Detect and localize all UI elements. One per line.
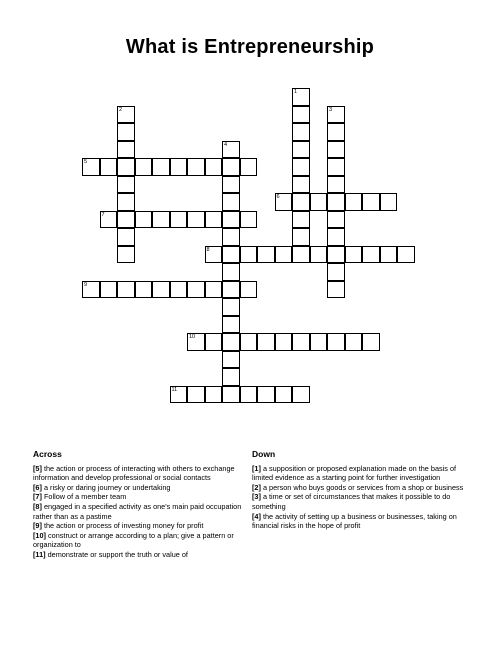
grid-cell[interactable] bbox=[205, 158, 223, 176]
clue-number: 10 bbox=[189, 334, 196, 340]
clue-number: 8 bbox=[206, 246, 210, 253]
grid-cell[interactable] bbox=[275, 246, 293, 264]
grid-cell[interactable] bbox=[222, 193, 240, 211]
grid-cell[interactable] bbox=[170, 281, 188, 299]
grid-cell[interactable] bbox=[135, 158, 153, 176]
clue-number-label: [8] bbox=[33, 501, 42, 511]
grid-cell[interactable] bbox=[187, 281, 205, 299]
clue-number-label: [9] bbox=[33, 521, 42, 531]
grid-cell[interactable] bbox=[362, 333, 380, 351]
grid-cell[interactable] bbox=[222, 298, 240, 316]
grid-cell[interactable] bbox=[117, 211, 135, 229]
grid-cell[interactable] bbox=[345, 246, 363, 264]
clue-number: 1 bbox=[294, 89, 298, 95]
grid-cell[interactable] bbox=[240, 158, 258, 176]
grid-cell[interactable] bbox=[240, 333, 258, 351]
grid-cell[interactable] bbox=[117, 281, 135, 299]
grid-cell[interactable] bbox=[275, 386, 293, 404]
grid-cell[interactable] bbox=[117, 141, 135, 159]
down-heading: Down bbox=[252, 449, 276, 459]
grid-cell[interactable] bbox=[117, 158, 135, 176]
grid-cell[interactable] bbox=[292, 176, 310, 194]
across-clues bbox=[33, 450, 248, 560]
clue-text: the activity of setting up a business or businesses, taking on financial risks in the hope of profit bbox=[252, 511, 457, 531]
grid-cell[interactable] bbox=[362, 246, 380, 264]
grid-cell[interactable] bbox=[292, 193, 310, 211]
clue-number: 7 bbox=[101, 211, 105, 218]
across-heading: Across bbox=[33, 449, 62, 459]
grid-cell[interactable] bbox=[222, 351, 240, 369]
across-clue bbox=[33, 483, 248, 493]
grid-cell[interactable] bbox=[222, 176, 240, 194]
grid-cell[interactable] bbox=[82, 281, 100, 299]
clue-number: 4 bbox=[224, 141, 228, 148]
grid-cell[interactable] bbox=[292, 158, 310, 176]
grid-cell[interactable] bbox=[187, 333, 205, 351]
down-clue bbox=[252, 464, 467, 483]
clue-number: 6 bbox=[276, 194, 280, 200]
grid-cell[interactable] bbox=[205, 386, 223, 404]
grid-cell[interactable] bbox=[222, 246, 240, 264]
grid-cell[interactable] bbox=[275, 193, 293, 211]
grid-cell[interactable] bbox=[222, 316, 240, 334]
grid-cell[interactable] bbox=[135, 281, 153, 299]
grid-cell[interactable] bbox=[380, 193, 398, 211]
grid-cell[interactable] bbox=[152, 281, 170, 299]
grid-cell[interactable] bbox=[310, 333, 328, 351]
across-clue bbox=[33, 502, 248, 521]
grid-cell[interactable] bbox=[327, 158, 345, 176]
grid-cell[interactable] bbox=[222, 263, 240, 281]
down-clue bbox=[252, 512, 467, 531]
grid-cell[interactable] bbox=[117, 106, 135, 124]
grid-cell[interactable] bbox=[117, 228, 135, 246]
clue-number-label: [11] bbox=[33, 549, 46, 559]
grid-cell[interactable] bbox=[362, 193, 380, 211]
across-clue bbox=[33, 492, 248, 502]
grid-cell[interactable] bbox=[117, 123, 135, 141]
grid-cell[interactable] bbox=[222, 281, 240, 299]
clue-number: 3 bbox=[329, 106, 333, 113]
clue-text: the action or process of interacting with others to exchange information and develop professional or social contacts bbox=[33, 463, 235, 483]
clue-text: a risky or daring journey or undertaking bbox=[41, 482, 171, 492]
grid-cell[interactable] bbox=[327, 123, 345, 141]
grid-cell[interactable] bbox=[292, 123, 310, 141]
clue-text: a time or set of circumstances that makes it possible to do something bbox=[252, 492, 451, 511]
across-clue bbox=[33, 531, 248, 550]
grid-cell[interactable] bbox=[275, 333, 293, 351]
grid-cell[interactable] bbox=[205, 246, 223, 264]
grid-cell[interactable] bbox=[327, 141, 345, 159]
grid-cell[interactable] bbox=[327, 281, 345, 299]
grid-cell[interactable] bbox=[292, 228, 310, 246]
clue-number-label: [2] bbox=[252, 482, 261, 492]
clue-text: Follow of a member team bbox=[41, 492, 127, 502]
grid-cell[interactable] bbox=[240, 386, 258, 404]
grid-cell[interactable] bbox=[292, 88, 310, 106]
clue-number-label: [6] bbox=[33, 482, 42, 492]
clue-number: 11 bbox=[171, 386, 178, 393]
grid-cell[interactable] bbox=[257, 386, 275, 404]
grid-cell[interactable] bbox=[327, 263, 345, 281]
grid-cell[interactable] bbox=[257, 333, 275, 351]
grid-cell[interactable] bbox=[187, 386, 205, 404]
grid-cell[interactable] bbox=[205, 281, 223, 299]
grid-cell[interactable] bbox=[345, 193, 363, 211]
grid-cell[interactable] bbox=[117, 176, 135, 194]
grid-cell[interactable] bbox=[205, 333, 223, 351]
down-clue bbox=[252, 492, 467, 511]
grid-cell[interactable] bbox=[222, 333, 240, 351]
grid-cell[interactable] bbox=[327, 193, 345, 211]
down-clue bbox=[252, 483, 467, 493]
grid-cell[interactable] bbox=[222, 141, 240, 159]
grid-cell[interactable] bbox=[310, 246, 328, 264]
grid-cell[interactable] bbox=[327, 211, 345, 229]
grid-cell[interactable] bbox=[292, 141, 310, 159]
grid-cell[interactable] bbox=[187, 211, 205, 229]
clue-number-label: [4] bbox=[252, 511, 261, 521]
grid-cell[interactable] bbox=[380, 246, 398, 264]
grid-cell[interactable] bbox=[152, 158, 170, 176]
grid-cell[interactable] bbox=[117, 246, 135, 264]
clue-number: 5 bbox=[84, 159, 88, 165]
grid-cell[interactable] bbox=[100, 158, 118, 176]
grid-cell[interactable] bbox=[222, 158, 240, 176]
grid-cell[interactable] bbox=[222, 386, 240, 404]
clue-text: demonstrate or support the truth or value of bbox=[45, 549, 188, 559]
puzzle-title: What is Entrepreneurship bbox=[125, 36, 375, 58]
grid-cell[interactable] bbox=[170, 211, 188, 229]
grid-cell[interactable] bbox=[100, 211, 118, 229]
clue-number-label: [7] bbox=[33, 492, 42, 502]
grid-cell[interactable] bbox=[205, 211, 223, 229]
grid-cell[interactable] bbox=[135, 211, 153, 229]
grid-cell[interactable] bbox=[292, 333, 310, 351]
grid-cell[interactable] bbox=[240, 211, 258, 229]
grid-cell[interactable] bbox=[310, 193, 328, 211]
across-clue bbox=[33, 550, 248, 560]
grid-cell[interactable] bbox=[292, 211, 310, 229]
grid-cell[interactable] bbox=[222, 228, 240, 246]
grid-cell[interactable] bbox=[257, 246, 275, 264]
grid-cell[interactable] bbox=[82, 158, 100, 176]
grid-cell[interactable] bbox=[117, 193, 135, 211]
across-clue bbox=[33, 521, 248, 531]
clue-number: 9 bbox=[84, 281, 88, 288]
grid-cell[interactable] bbox=[327, 106, 345, 124]
grid-cell[interactable] bbox=[292, 386, 310, 404]
clue-number: 2 bbox=[119, 106, 123, 113]
clue-number-label: [10] bbox=[33, 530, 46, 540]
grid-cell[interactable] bbox=[240, 281, 258, 299]
down-clues bbox=[252, 450, 467, 531]
grid-cell[interactable] bbox=[240, 246, 258, 264]
clue-number-label: [1] bbox=[252, 463, 261, 473]
grid-cell[interactable] bbox=[222, 368, 240, 386]
clue-number-label: [5] bbox=[33, 463, 42, 473]
clue-text: a supposition or proposed explanation made on the basis of limited evidence as a starting point for further investigation bbox=[252, 463, 457, 483]
grid-cell[interactable] bbox=[327, 246, 345, 264]
across-clue bbox=[33, 464, 248, 483]
clue-text: construct or arrange according to a plan; give a pattern or organization to bbox=[33, 530, 234, 550]
grid-cell[interactable] bbox=[152, 211, 170, 229]
grid-cell[interactable] bbox=[327, 176, 345, 194]
grid-cell[interactable] bbox=[100, 281, 118, 299]
clue-text: a person who buys goods or services from a shop or business bbox=[260, 482, 464, 492]
grid-cell[interactable] bbox=[292, 106, 310, 124]
grid-cell[interactable] bbox=[397, 246, 415, 264]
clue-text: the action or process of investing money for profit bbox=[41, 521, 204, 531]
grid-cell[interactable] bbox=[292, 246, 310, 264]
grid-cell[interactable] bbox=[222, 211, 240, 229]
grid-cell[interactable] bbox=[170, 158, 188, 176]
grid-cell[interactable] bbox=[187, 158, 205, 176]
clue-text: engaged in a specified activity as one's main paid occupation rather than as a pastime bbox=[33, 501, 242, 521]
grid-cell[interactable] bbox=[327, 228, 345, 246]
grid-cell[interactable] bbox=[345, 333, 363, 351]
grid-cell[interactable] bbox=[327, 333, 345, 351]
grid-cell[interactable] bbox=[170, 386, 188, 404]
clue-number-label: [3] bbox=[252, 492, 261, 502]
